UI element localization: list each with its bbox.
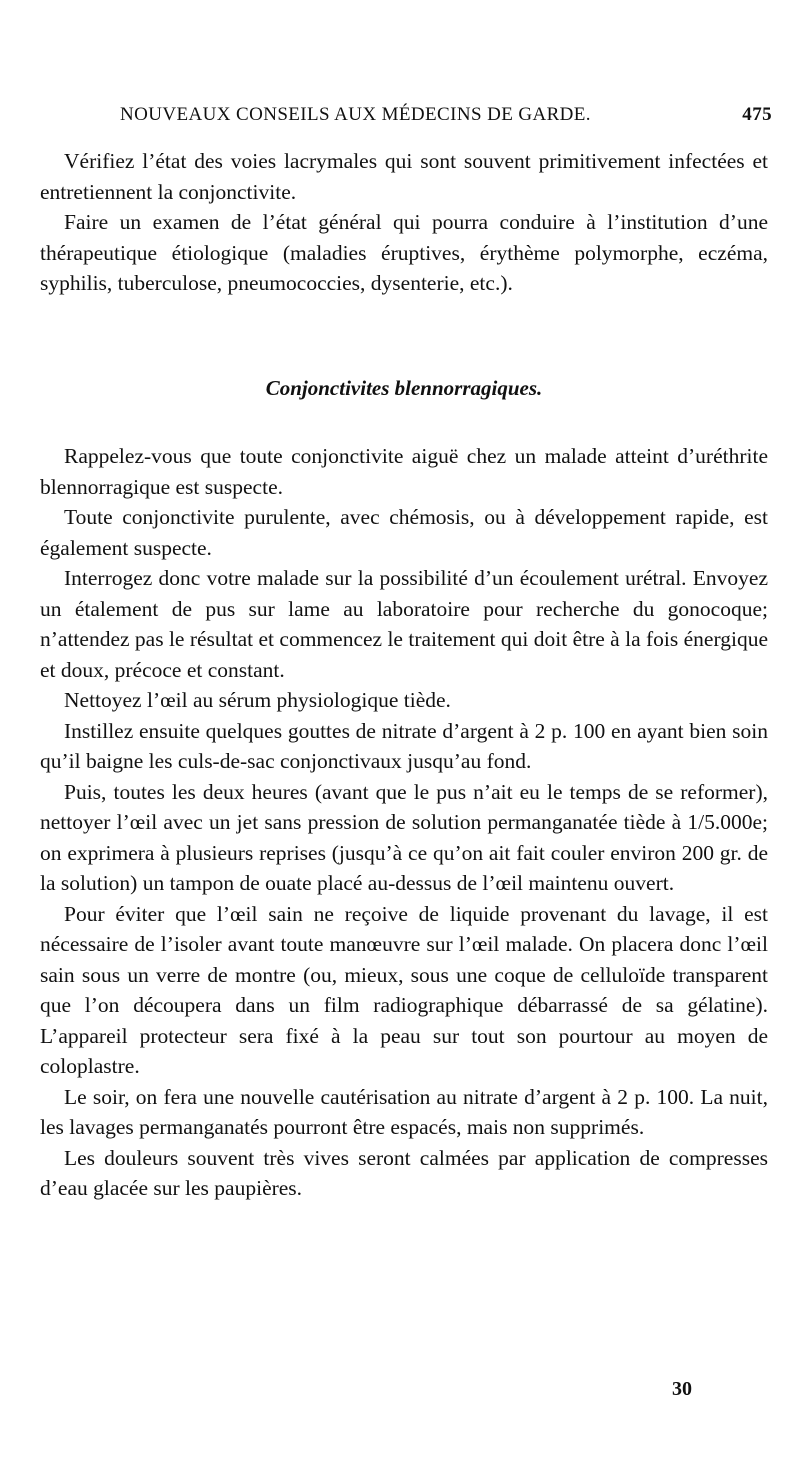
running-title: NOUVEAUX CONSEILS AUX MÉDECINS DE GARDE. — [120, 104, 591, 125]
paragraph: Les douleurs souvent très vives seront calmées par application de compresses d’eau glacée sur les paupières. — [40, 1145, 768, 1200]
paragraph: Toute conjonctivite purulente, avec chémosis, ou à développement rapide, est également suspecte. — [40, 505, 768, 560]
paragraph: Vérifiez l’état des voies lacrymales qui sont souvent primitivement infectées et entretiennent la conjonctivite. — [40, 149, 768, 204]
paragraph: Puis, toutes les deux heures (avant que le pus n’ait eu le temps de se reformer), nettoyer l’œil avec un jet sans pression de solution permanganatée tiède à 1/5.000e; on exprimera à plusieurs reprises (jusqu’à ce qu’on ait fait couler environ 200 gr. de la solution) un tampon de ouate placé au-dessus de l’œil maintenu ouvert. — [40, 779, 768, 895]
paragraph: Faire un examen de l’état général qui pourra conduire à l’institution d’une thérapeutique étiologique (maladies éruptives, érythème polymorphe, eczéma, syphilis, tuberculose, pneumococcies, dysenterie, etc.). — [40, 210, 768, 295]
paragraph: Interrogez donc votre malade sur la possibilité d’un écoulement urétral. Envoyez un étalement de pus sur lame au laboratoire pour recherche du gonocoque; n’attendez pas le résultat et commencez le traitement qui doit être à la fois énergique et doux, précoce et constant. — [40, 566, 768, 682]
section-text-block — [40, 441, 768, 1204]
intro-text-block — [40, 146, 768, 299]
running-header — [120, 104, 772, 134]
paragraph: Nettoyez l’œil au sérum physiologique tiède. — [64, 688, 451, 712]
paragraph: Pour éviter que l’œil sain ne reçoive de liquide provenant du lavage, il est nécessaire de l’isoler avant toute manœuvre sur l’œil malade. On placera donc l’œil sain sous un verre de montre (ou, mieux, sous une coque de celluloïde transparent que l’on découpera dans un film radiographique débarrassé de sa gélatine). L’appareil protecteur sera fixé à la peau sur tout son pourtour au moyen de coloplastre. — [40, 901, 768, 1078]
paragraph: Rappelez-vous que toute conjonctivite aiguë chez un malade atteint d’uréthrite blennorragique est suspecte. — [40, 444, 768, 499]
section-heading: Conjonctivites blennorragiques. — [265, 376, 543, 400]
signature-mark: 30 — [672, 1378, 692, 1400]
paragraph: Instillez ensuite quelques gouttes de nitrate d’argent à 2 p. 100 en ayant bien soin qu’il baigne les culs-de-sac conjonctivaux jusqu’au fond. — [40, 718, 768, 773]
page-number: 475 — [742, 104, 772, 125]
paragraph: Le soir, on fera une nouvelle cautérisation au nitrate d’argent à 2 p. 100. La nuit, les lavages permanganatés pourront être espacés, mais non supprimés. — [40, 1084, 768, 1139]
